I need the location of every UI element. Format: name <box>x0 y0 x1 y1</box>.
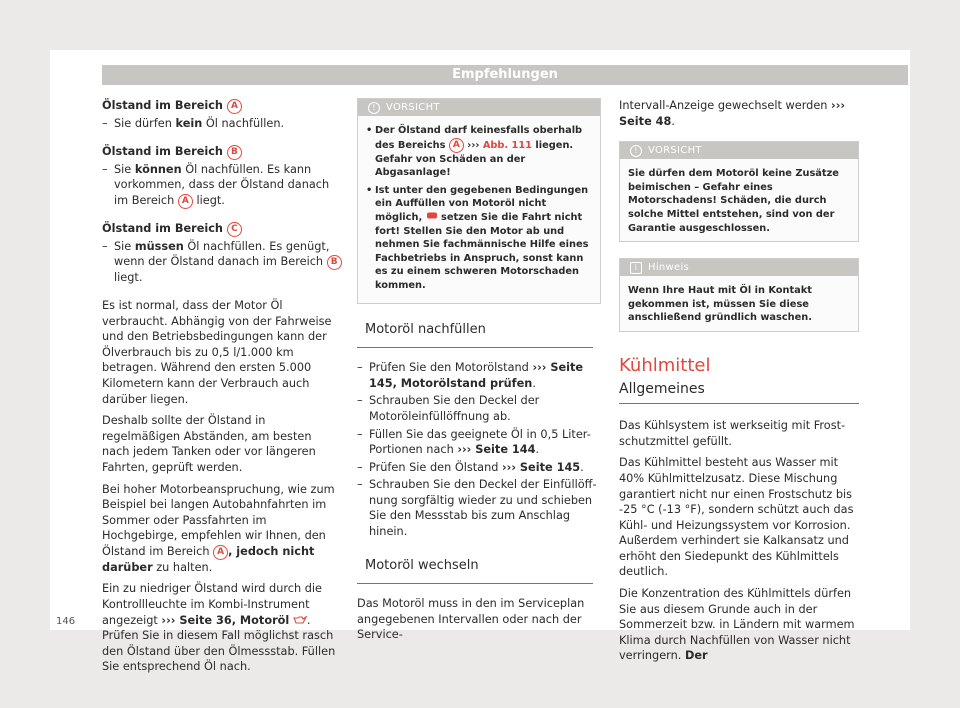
note-header: i Hinweis <box>620 259 858 276</box>
list-item: – Schrauben Sie den Deckel der Einfüllöffnung sorgfältig wieder zu und schieben Sie den Messstab bis zum Anschlag hinein. <box>357 477 601 539</box>
note-box <box>619 258 859 332</box>
caution-body: Sie dürfen dem Motoröl keine Zusätze beimischen – Gefahr eines Motorschadens! Schäden, die durch solche Mittel entstehen, sind von der Garantie ausgeschlossen. <box>628 168 839 234</box>
badge-a: A <box>449 138 464 153</box>
paragraph: Das Kühlmittel besteht aus Wasser mit 40% Kühlmittelzusatz. Diese Mischung garantiert nicht nur einen Frostschutz bis -25 °C (-13 °F), sondern schützt auch das Kühl- und Heizungssystem vor Korrosion. Außerdem verhindert sie Kalkansatz und erhöht den Siedepunkt des Kühlmittels deutlich. <box>619 456 854 579</box>
page-link[interactable]: ››› Seite 144 <box>457 443 536 457</box>
list-item: – Sie können Öl nachfüllen. Es kann vorkommen, dass der Ölstand danach im Bereich A liegt. <box>102 162 342 209</box>
page-number: 146 <box>56 616 76 627</box>
info-icon: i <box>630 262 642 274</box>
page-link[interactable]: ››› Seite 145 <box>502 460 581 474</box>
list-item: – Sie dürfen kein Öl nachfüllen. <box>102 116 342 132</box>
list-item: – Prüfen Sie den Motorölstand ››› Seite 145, Motorölstand prüfen. <box>357 360 601 391</box>
engine-warning-icon <box>426 212 438 223</box>
heading-range-c: Ölstand im Bereich C <box>102 221 342 237</box>
caution-box <box>357 98 601 304</box>
section-heading-oil-refill: Motoröl nachfüllen <box>365 321 486 337</box>
list-item: – Sie müssen Öl nachfüllen. Es genügt, wenn der Ölstand danach im Bereich B liegt. <box>102 239 342 286</box>
paragraph: Intervall-Anzeige gewechselt werden ››› Seite 48. <box>619 99 846 128</box>
badge-b: B <box>327 255 342 270</box>
badge-a: A <box>227 99 242 114</box>
page-link[interactable]: ››› Seite 145, Motorölstand prüfen <box>369 361 584 390</box>
column-right <box>619 98 859 670</box>
caution-header: ! VORSICHT <box>620 142 858 159</box>
paragraph: Deshalb sollte der Ölstand in regelmäßigen Abständen, am besten nach jedem Tanken oder vor längeren Fahrten, geprüft werden. <box>102 414 316 474</box>
exclamation-circle-icon: ! <box>630 145 642 157</box>
page-link[interactable]: ››› Seite 36, Motoröl <box>161 613 290 627</box>
section-heading-oil-change: Motoröl wechseln <box>365 557 479 573</box>
caution-header: ! VORSICHT <box>358 99 600 116</box>
chapter-title: Kühlmittel <box>619 354 711 376</box>
list-item: • Ist unter den gegebenen Bedingungen ein Auffüllen von Motoröl nicht möglich, setzen Sie die Fahrt nicht fort! Stellen Sie den Motor ab und nehmen Sie fachmännische Hilfe eines Fachbetriebs in Anspruch, sonst kann es zu einem schweren Motorschaden kommen. <box>366 184 592 293</box>
badge-b: B <box>227 145 242 160</box>
badge-c: C <box>227 222 242 237</box>
badge-a: A <box>213 545 228 560</box>
paragraph: Es ist normal, dass der Motor Öl verbraucht. Abhängig von der Fahrweise und den Betriebsbedingungen kann der Ölverbrauch bis zu 0,5 l/1.000 km betragen. Während den ersten 5.000 Kilometern kann der Verbrauch auch darüber liegen. <box>102 298 332 406</box>
divider <box>357 347 593 348</box>
page-link[interactable]: ››› Seite 48 <box>619 99 846 128</box>
list-item: • Der Ölstand darf keinesfalls oberhalb des Bereichs A ››› Abb. 111 liegen. Gefahr von Schäden an der Abgasanlage! <box>366 124 592 180</box>
figure-link[interactable]: Abb. 111 <box>482 139 533 151</box>
page-header: Empfehlungen <box>102 65 908 85</box>
exclamation-circle-icon: ! <box>368 102 380 114</box>
manual-page <box>50 50 910 674</box>
list-item: – Prüfen Sie den Ölstand ››› Seite 145. <box>357 460 601 476</box>
column-left <box>102 98 342 681</box>
paragraph: Ein zu niedriger Ölstand wird durch die Kontrollleuchte im Kombi-Instrument angezeigt ››› Seite 36, Motoröl . Prüfen Sie in diesem Fall möglichst rasch den Ölstand über den Ölmessstab. Füllen Sie entsprechend Öl nach. <box>102 582 336 674</box>
caution-body <box>358 116 600 303</box>
divider <box>619 403 859 404</box>
heading-range-b: Ölstand im Bereich B <box>102 144 342 160</box>
heading-range-a: Ölstand im Bereich A <box>102 98 342 114</box>
section-title: Allgemeines <box>619 380 705 397</box>
column-middle <box>357 98 601 649</box>
note-body: Wenn Ihre Haut mit Öl in Kontakt gekommen ist, müssen Sie diese anschließend gründlich waschen. <box>628 285 812 324</box>
badge-a: A <box>178 194 193 209</box>
oil-can-icon <box>293 614 307 627</box>
list-item: – Füllen Sie das geeignete Öl in 0,5 Liter-Portionen nach ››› Seite 144. <box>357 427 601 458</box>
list-item: – Schrauben Sie den Deckel der Motoröleinfüllöffnung ab. <box>357 393 601 424</box>
divider <box>357 583 593 584</box>
paragraph: Das Kühlsystem ist werkseitig mit Frostschutzmittel gefüllt. <box>619 419 846 448</box>
caution-box <box>619 141 859 242</box>
paragraph: Das Motoröl muss in den im Serviceplan angegebenen Intervallen oder nach der Service- <box>357 597 585 642</box>
paragraph: Die Konzentration des Kühlmittels dürfen Sie aus diesem Grunde auch in der Sommerzeit bzw. in Ländern mit warmem Klima durch Nachfüllen von Wasser nicht verringern. Der <box>619 587 855 663</box>
paragraph: Bei hoher Motorbeanspruchung, wie zum Beispiel bei langen Autobahnfahrten im Sommer oder Passfahrten im Hochgebirge, empfehlen wir Ihnen, den Ölstand im Bereich A , jedoch nicht darüber zu halten. <box>102 482 335 574</box>
